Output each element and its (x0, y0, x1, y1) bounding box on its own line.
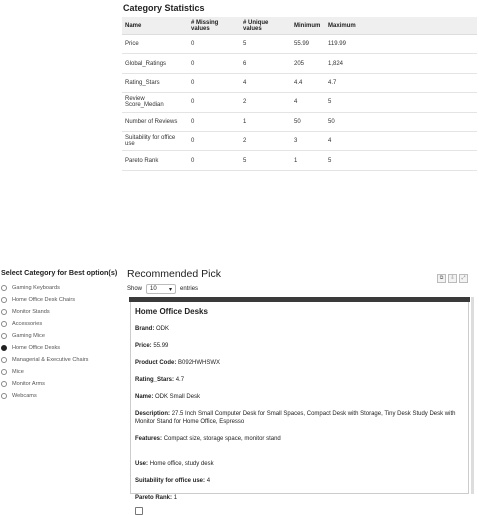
option-label: Home Office Desks (12, 345, 61, 351)
cell: 55.99 (291, 35, 325, 54)
cell: 1,824 (325, 54, 477, 73)
category-option[interactable] (1, 366, 119, 378)
field-label: Price: (135, 343, 152, 349)
cell: 0 (188, 54, 240, 73)
cell: 4.7 (325, 73, 477, 92)
cell: 5 (325, 151, 477, 170)
table-row (122, 54, 477, 73)
table-row (122, 112, 477, 131)
cell: 1 (291, 151, 325, 170)
table-row (122, 93, 477, 112)
category-option[interactable] (1, 378, 119, 390)
field-label: Description: (135, 411, 171, 417)
cell: 50 (325, 112, 477, 131)
category-option[interactable] (1, 390, 119, 402)
field-features (135, 435, 464, 443)
cell: 0 (188, 131, 240, 150)
field-use (135, 460, 464, 468)
radio-button[interactable] (1, 321, 7, 327)
field-label: Features: (135, 436, 163, 442)
field-value: ODK (156, 326, 170, 332)
table-row (122, 73, 477, 92)
category-option[interactable] (1, 330, 119, 342)
option-label: Webcams (12, 393, 37, 399)
radio-button[interactable] (1, 285, 7, 291)
radio-button[interactable] (1, 369, 7, 375)
cell: Number of Reviews (122, 112, 188, 131)
cell: 6 (240, 54, 291, 73)
field-label: Suitability for office use: (135, 478, 206, 484)
field-label: Name: (135, 394, 154, 400)
cell: 5 (325, 93, 477, 112)
category-option[interactable] (1, 306, 119, 318)
field-name (135, 393, 464, 401)
copy-icon[interactable]: ⧉ (437, 274, 446, 283)
category-statistics (122, 3, 477, 171)
option-label: Accessories (12, 321, 43, 327)
category-option[interactable] (1, 294, 119, 306)
field-value: 4 (206, 478, 211, 484)
col-header[interactable]: # Missing values (188, 17, 240, 35)
recommended-pick (127, 268, 470, 295)
category-option-selected[interactable] (1, 342, 119, 354)
radio-button[interactable] (1, 297, 7, 303)
option-label: Mice (12, 369, 24, 375)
cell: 2 (240, 93, 291, 112)
category-title: Select Category for Best option(s) (1, 268, 118, 277)
select-checkbox[interactable] (135, 507, 143, 515)
field-label: Brand: (135, 326, 155, 332)
cell: 119.99 (325, 35, 477, 54)
cell: 5 (240, 151, 291, 170)
chevron-down-icon: ▾ (169, 286, 173, 293)
field-product-code (135, 359, 464, 367)
radio-button-selected[interactable] (1, 345, 7, 351)
show-label: Show (127, 286, 143, 292)
radio-button[interactable] (1, 393, 7, 399)
field-rating-stars (135, 376, 464, 384)
stats-header-row (122, 17, 477, 35)
field-suitability (135, 477, 464, 485)
field-description (135, 410, 464, 426)
field-label: Pareto Rank: (135, 495, 173, 501)
field-value: 27.5 Inch Small Computer Desk for Small Spaces, Compact Desk with Storage, Tiny Desk Study Desk with Monitor Stand for Home Office, Espresso (135, 411, 456, 425)
entries-label: entries (180, 286, 199, 292)
table-row (122, 35, 477, 54)
field-value: 1 (173, 495, 178, 501)
cell: Rating_Stars (122, 73, 188, 92)
cell: 50 (291, 112, 325, 131)
field-value: ODK Small Desk (155, 394, 201, 400)
cell: Suitability for office use (122, 131, 188, 150)
product-card (130, 302, 469, 501)
cell: 0 (188, 73, 240, 92)
field-value: B092HWHSWX (178, 360, 221, 366)
radio-button[interactable] (1, 333, 7, 339)
field-pareto-rank (135, 494, 464, 502)
col-header[interactable]: # Unique values (240, 17, 291, 35)
table-row (122, 131, 477, 150)
field-value: 4.7 (175, 377, 185, 383)
cell: 1 (240, 112, 291, 131)
cell: 0 (188, 93, 240, 112)
cell: 3 (291, 131, 325, 150)
field-brand (135, 325, 464, 333)
rec-title: Recommended Pick (127, 268, 221, 280)
stats-title: Category Statistics (123, 3, 205, 13)
option-label: Gaming Mice (12, 333, 45, 339)
cell: 4 (325, 131, 477, 150)
radio-button[interactable] (1, 309, 7, 315)
entries-value: 10 (150, 286, 157, 292)
category-selector (1, 268, 119, 402)
category-option[interactable] (1, 318, 119, 330)
cell: Review Score_Median (122, 93, 188, 112)
cell: Price (122, 35, 188, 54)
cell: 205 (291, 54, 325, 73)
field-value: Compact size, storage space, monitor stand (163, 436, 281, 442)
category-option[interactable] (1, 282, 119, 294)
table-row (122, 151, 477, 170)
show-entries (127, 283, 470, 295)
cell: Pareto Rank (122, 151, 188, 170)
col-header[interactable]: Name (122, 17, 188, 35)
cell: 4.4 (291, 73, 325, 92)
radio-button[interactable] (1, 357, 7, 363)
col-header[interactable]: Minimum (291, 17, 325, 35)
stats-table (122, 17, 477, 171)
radio-button[interactable] (1, 381, 7, 387)
cell: 4 (240, 73, 291, 92)
fullscreen-icon[interactable]: ⤢ (459, 274, 468, 283)
option-label: Home Office Desk Chairs (12, 297, 76, 303)
field-value: 55.99 (153, 343, 169, 349)
cell: 0 (188, 151, 240, 170)
option-label: Managerial & Executive Chairs (12, 357, 89, 363)
cell: Global_Ratings (122, 54, 188, 73)
cell: 4 (291, 93, 325, 112)
category-option[interactable] (1, 354, 119, 366)
option-label: Monitor Arms (12, 381, 45, 387)
field-value: Home office, study desk (149, 461, 214, 467)
card-title: Home Office Desks (135, 307, 208, 316)
scrollbar[interactable] (471, 297, 474, 494)
cell: 0 (188, 35, 240, 54)
field-price (135, 342, 464, 350)
col-header[interactable]: Maximum (325, 17, 477, 35)
entries-select[interactable] (146, 284, 176, 294)
cell: 5 (240, 35, 291, 54)
field-label: Use: (135, 461, 149, 467)
cell: 2 (240, 131, 291, 150)
option-label: Gaming Keyboards (12, 285, 60, 291)
option-label: Monitor Stands (12, 309, 50, 315)
field-label: Product Code: (135, 360, 177, 366)
field-label: Rating_Stars: (135, 377, 175, 383)
cell: 0 (188, 112, 240, 131)
export-icon[interactable]: ⇩ (448, 274, 457, 283)
toolbar (437, 274, 468, 283)
